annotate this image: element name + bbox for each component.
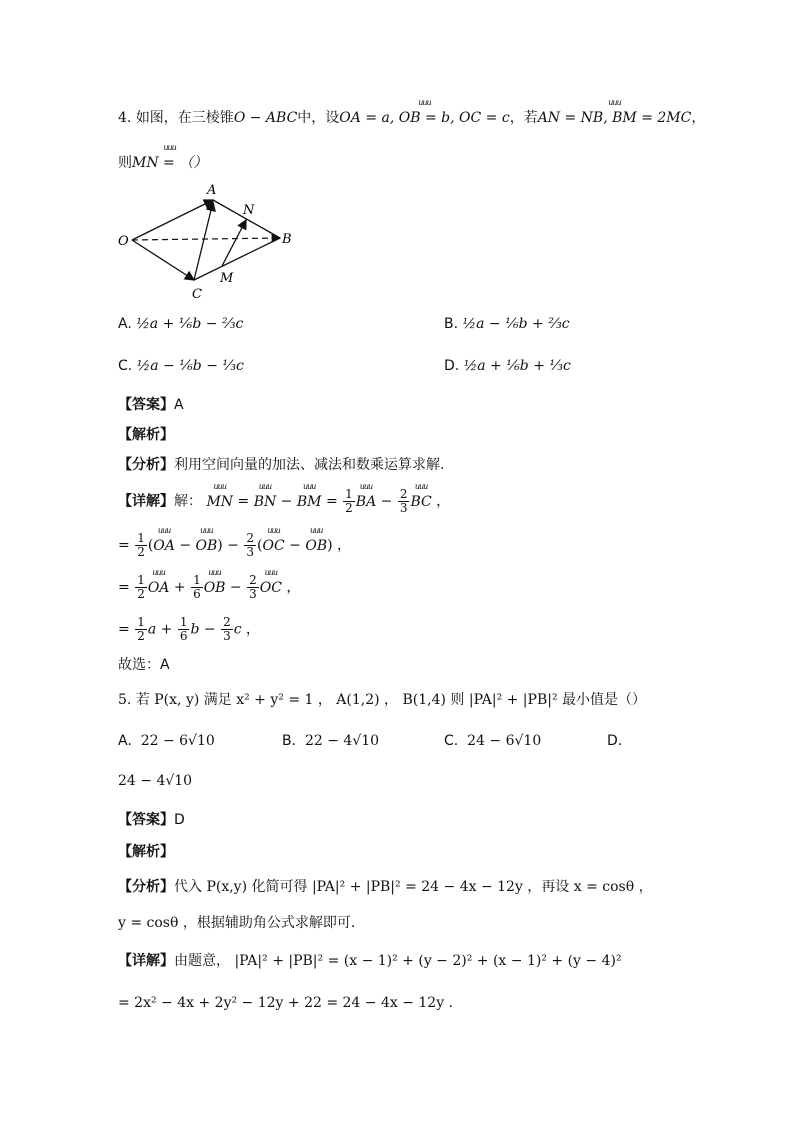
q5-option-d-label[interactable]: D. <box>607 733 623 749</box>
q5-fenxi-1: 【分析】代入 P(x,y) 化简可得 |PA|² + |PB|² = 24 − 4x − 12y ，再设 x = cosθ ， <box>118 879 653 895</box>
q4-option-b[interactable]: B. ½a − ⅙b + ⅔c <box>444 316 570 332</box>
q4-vector-definitions: uuu OA = a, OB = b, OC = c <box>339 108 509 128</box>
q5-analysis-heading: 【解析】 <box>118 844 174 860</box>
edge-cb <box>194 238 280 280</box>
label-n: N <box>243 203 255 218</box>
q5-option-c[interactable]: C. 24 − 6√10 <box>444 733 542 749</box>
vector-ca <box>194 202 213 280</box>
q4-fenxi: 【分析】利用空间向量的加法、减法和数乘运算求解. <box>118 457 445 473</box>
q4-option-d[interactable]: D. ½a + ⅙b + ⅓c <box>444 358 571 374</box>
label-a: A <box>207 183 217 198</box>
q4-detail-line-4: = $\frac{1}{2}$ a + $\frac{1}{6}$ b − $\frac{2}{3}$ c ， <box>118 615 261 643</box>
q4-stem: 4. 如图，在三棱锥O − ABC中，设uuu OA = a, OB = b, OC = c，若uuu AN = NB, BM = 2MC， <box>118 108 705 128</box>
q5-number: 5. <box>118 692 132 708</box>
tetrahedron-figure <box>112 180 302 305</box>
q5-stem: 5. 若 P(x, y) 满足 x² + y² = 1 ， A(1,2) ， B(1,4) 则 |PA|² + |PB|² 最小值是（） <box>118 692 647 708</box>
q4-detail-line-3: = $\frac{1}{2}$ uuu OA + $\frac{1}{6}$ uuu OB − $\frac{2}{3}$ uuu OC ， <box>118 574 300 601</box>
q4-ask: 则uuu MN = （） <box>118 153 207 173</box>
edge-ob-dashed <box>132 238 280 240</box>
q4-detail-line-2: = $\frac{1}{2}$ (uuu OA − uuu OB) − $\frac{2}{3}$ (uuu OC − uuu OB) ， <box>118 532 351 559</box>
label-m: M <box>220 271 234 286</box>
q5-option-b[interactable]: B. 22 − 4√10 <box>282 733 380 749</box>
q4-analysis-heading: 【解析】 <box>118 427 174 443</box>
q5-answer: 【答案】D <box>118 812 185 828</box>
vector-mn <box>222 220 246 266</box>
edge-oc <box>132 240 194 280</box>
q4-condition: uuu AN = NB, BM = 2MC <box>538 108 692 128</box>
q4-conclusion: 故选：A <box>118 657 170 673</box>
q4-detail-line-1: 【详解】解： uuu MN = uuu BN − uuu BM = $\frac{1}{2}$ uuu BA − $\frac{2}{3}$ uuu BC ， <box>118 488 450 515</box>
q5-option-d[interactable]: 24 − 4√10 <box>118 773 193 789</box>
q4-option-c[interactable]: C. ½a − ⅙b − ⅓c <box>118 358 244 374</box>
q4-number: 4. <box>118 110 132 126</box>
edge-oa <box>132 200 213 240</box>
q5-option-a[interactable]: A. 22 − 6√10 <box>118 733 215 749</box>
q5-detail-2: = 2x² − 4x + 2y² − 12y + 22 = 24 − 4x − 12y . <box>118 995 454 1011</box>
q4-option-a[interactable]: A. ½a + ⅙b − ⅔c <box>118 316 244 332</box>
q5-detail-1: 【详解】由题意， |PA|² + |PB|² = (x − 1)² + (y − 2)² + (x − 1)² + (y − 4)² <box>118 953 622 969</box>
q4-answer: 【答案】A <box>118 397 184 413</box>
label-o: O <box>118 234 129 249</box>
label-c: C <box>192 287 202 302</box>
q5-fenxi-2: y = cosθ ，根据辅助角公式求解即可. <box>118 915 356 931</box>
label-b: B <box>282 232 292 247</box>
